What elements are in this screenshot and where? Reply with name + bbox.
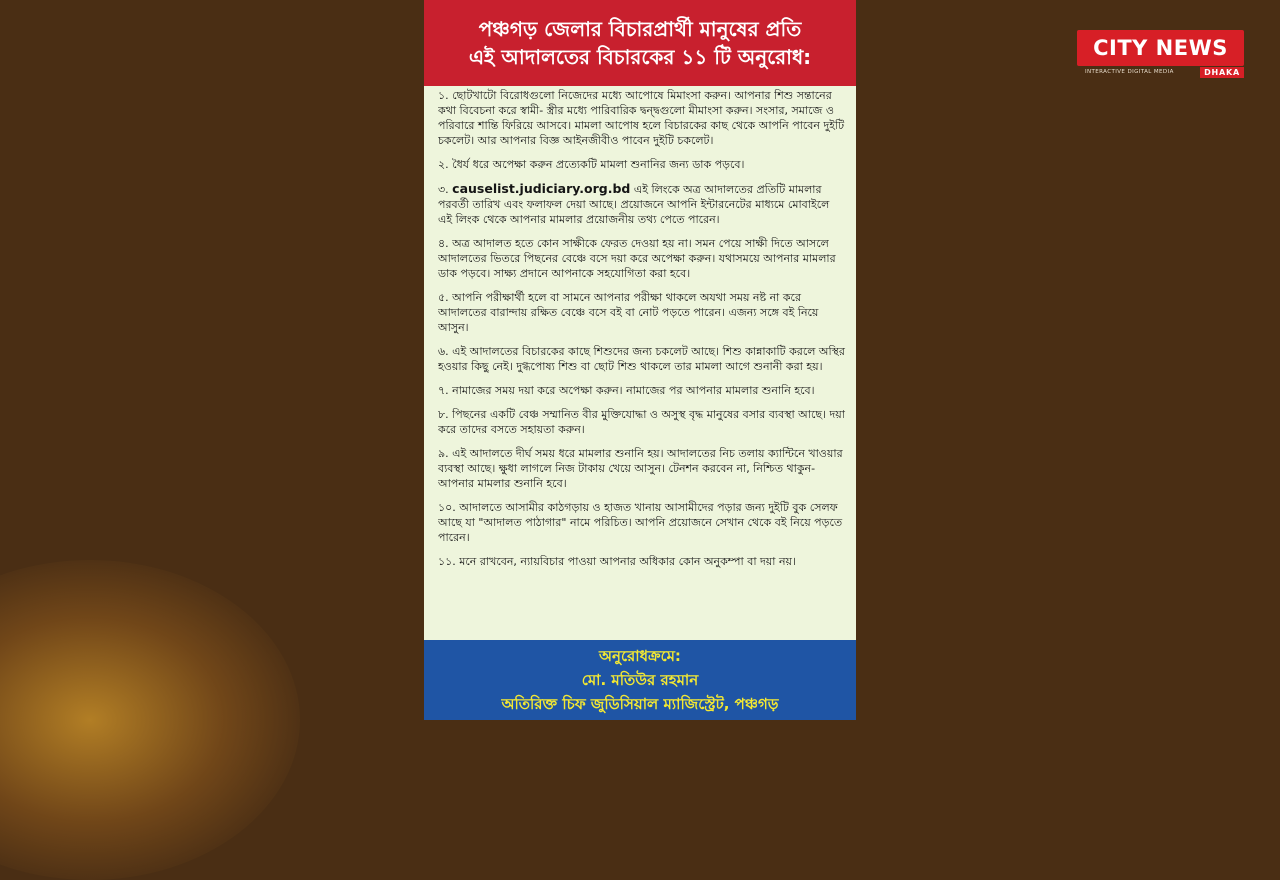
request-item-5: ৫. আপনি পরীক্ষার্থী হলে বা সামনে আপনার পরীক্ষা থাকলে অযথা সময় নষ্ট না করে আদালতের বারান্দায় রক্ষিত বেঞ্চে বসে বই বা নোট পড়তে পারেন। এজন্য সঙ্গে বই নিয়ে আসুন। (438, 291, 819, 334)
request-item-3-text: এই লিংকে অত্র আদালতের প্রতিটি মামলার পরবর্তী তারিখ এবং ফলাফল দেয়া আছে। প্রয়োজনে আপনি ইন্টারনেটের মাধ্যমে মোবাইলে এই লিংক থেকে আপনার মামলার প্রয়োজনীয় তথ্য পেতে পারেন। (438, 183, 830, 226)
request-item-4: ৪. অত্র আদালত হতে কোন সাক্ষীকে ফেরত দেওয়া হয় না। সমন পেয়ে সাক্ষী দিতে আসলে আদালতের ভিতরে পিছনের বেঞ্চে বসে দয়া করে অপেক্ষা করুন। যথাসময়ে আপনার মামলার ডাক পড়বে। সাক্ষ্য প্রদানে আপনাকে সহযোগিতা করা হবে। (438, 237, 836, 280)
poster-footer (424, 640, 856, 720)
request-list (438, 88, 846, 636)
footer-judge-title: অতিরিক্ত চিফ জুডিসিয়াল ম্যাজিস্ট্রেট, পঞ্চগড় (501, 695, 779, 713)
request-item-11: ১১. মনে রাখবেন, ন্যায়বিচার পাওয়া আপনার অধিকার কোন অনুকম্পা বা দয়া নয়। (438, 555, 796, 568)
logo-name: CITY NEWS (1093, 36, 1228, 60)
footer-request-label: অনুরোধক্রমে: (599, 647, 681, 665)
logo-city: DHAKA (1200, 67, 1244, 78)
background-glow (0, 560, 300, 880)
poster-header (424, 0, 856, 86)
request-item-3 (438, 181, 846, 227)
request-item-10: ১০. আদালতে আসামীর কাঠগড়ায় ও হাজত খানায় আসামীদের পড়ার জন্য দুইটি বুক সেলফ আছে যা "আদালত পাঠাগার" নামে পরিচিত। আপনি প্রয়োজনে সেখান থেকে বই নিয়ে পড়তে পারেন। (438, 501, 843, 544)
logo-badge (1077, 30, 1244, 66)
header-line-2: এই আদালতের বিচারকের ১১ টি অনুরোধ: (468, 45, 812, 69)
request-item-7: ৭. নামাজের সময় দয়া করে অপেক্ষা করুন। নামাজের পর আপনার মামলার শুনানি হবে। (438, 384, 815, 397)
request-item-6: ৬. এই আদালতের বিচারকের কাছে শিশুদের জন্য চকলেট আছে। শিশু কান্নাকাটি করলে অস্থির হওয়ার কিছু নেই। দুগ্ধপোষ্য শিশু বা ছোট শিশু থাকলে তার মামলা আগে শুনানী করা হয়। (438, 345, 845, 373)
request-item-8: ৮. পিছনের একটি বেঞ্চ সম্মানিত বীর মুক্তিযোদ্ধা ও অসুস্থ বৃদ্ধ মানুষের বসার ব্যবস্থা আছে। দয়া করে তাদের বসতে সহায়তা করুন। (438, 408, 845, 436)
header-line-1: পঞ্চগড় জেলার বিচারপ্রার্থী মানুষের প্রতি (478, 17, 802, 41)
request-item-3-number: ৩. (438, 183, 449, 196)
footer-judge-name: মো. মতিউর রহমান (581, 671, 699, 689)
request-item-9: ৯. এই আদালতে দীর্ঘ সময় ধরে মামলার শুনানি হয়। আদালতের নিচ তলায় ক্যান্টিনে খাওয়ার ব্যবস্থা আছে। ক্ষুধা লাগলে নিজ টাকায় খেয়ে আসুন। টেনশন করবেন না, নিশ্চিত থাকুন- আপনার মামলার শুনানি হবে। (438, 447, 843, 490)
city-news-logo (1077, 30, 1244, 80)
causelist-link[interactable]: causelist.judiciary.org.bd (452, 181, 631, 196)
request-item-1: ১. ছোটখাটো বিরোধগুলো নিজেদের মধ্যে আপোষে মিমাংসা করুন। আপনার শিশু সন্তানের কথা বিবেচনা করে স্বামী- স্ত্রীর মধ্যে পারিবারিক দ্বন্দ্বগুলো মীমাংসা করুন। সংসার, সমাজে ও পরিবারে শান্তি ফিরিয়ে আসবে। মামলা আপোষ হলে বিচারকের কাছ থেকে আপনি পাবেন দুইটি চকলেট। আর আপনার বিজ্ঞ আইনজীবীও পাবেন দুইটি চকলেট। (438, 89, 845, 147)
logo-tagline: INTERACTIVE DIGITAL MEDIA (1085, 69, 1174, 75)
request-item-2: ২. ধৈর্য ধরে অপেক্ষা করুন প্রত্যেকটি মামলা শুনানির জন্য ডাক পড়বে। (438, 158, 745, 171)
notice-poster (424, 0, 856, 720)
